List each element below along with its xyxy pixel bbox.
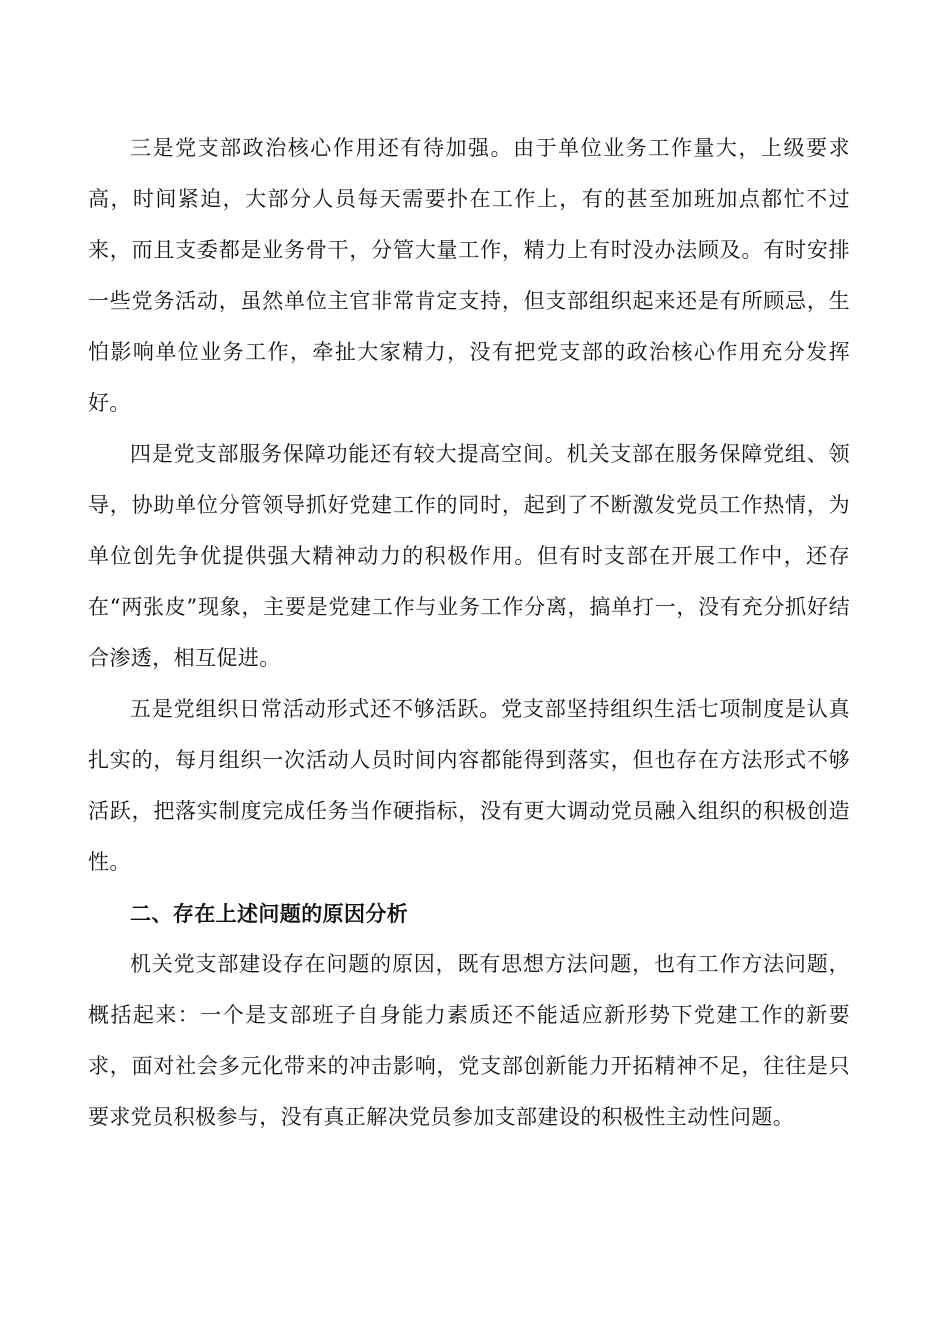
paragraph-daily-activities: 五是党组织日常活动形式还不够活跃。党支部坚持组织生活七项制度是认真扎实的，每月组织一次活动人员时间内容都能得到落实，但也存在方法形式不够活跃，把落实制度完成任务当作硬指标，没有更大调动党员融入组织的积极创造性。 bbox=[88, 697, 850, 874]
paragraph-service-function: 四是党支部服务保障功能还有较大提高空间。机关支部在服务保障党组、领导，协助单位分管领导抓好党建工作的同时，起到了不断激发党员工作热情，为单位创先争优提供强大精神动力的积极作用。但有时支部在开展工作中，还存在“两张皮”现象，主要是党建工作与业务工作分离，搞单打一，没有充分抓好结合渗透，相互促进。 bbox=[88, 442, 850, 670]
paragraph-political-core: 三是党支部政治核心作用还有待加强。由于单位业务工作量大，上级要求高，时间紧迫，大部分人员每天需要扑在工作上，有的甚至加班加点都忙不过来，而且支委都是业务骨干，分管大量工作，精力上有时没办法顾及。有时安排一些党务活动，虽然单位主官非常肯定支持，但支部组织起来还是有所顾忌，生怕影响单位业务工作，牵扯大家精力，没有把党支部的政治核心作用充分发挥好。 bbox=[88, 136, 850, 415]
section-heading: 二、存在上述问题的原因分析 bbox=[130, 901, 409, 926]
document-page bbox=[88, 123, 850, 1143]
paragraph-cause-analysis: 机关党支部建设存在问题的原因，既有思想方法问题，也有工作方法问题，概括起来：一个是支部班子自身能力素质还不能适应新形势下党建工作的新要求，面对社会多元化带来的冲击影响，党支部创新能力开拓精神不足，往往是只要求党员积极参与，没有真正解决党员参加支部建设的积极性主动性问题。 bbox=[88, 952, 850, 1129]
